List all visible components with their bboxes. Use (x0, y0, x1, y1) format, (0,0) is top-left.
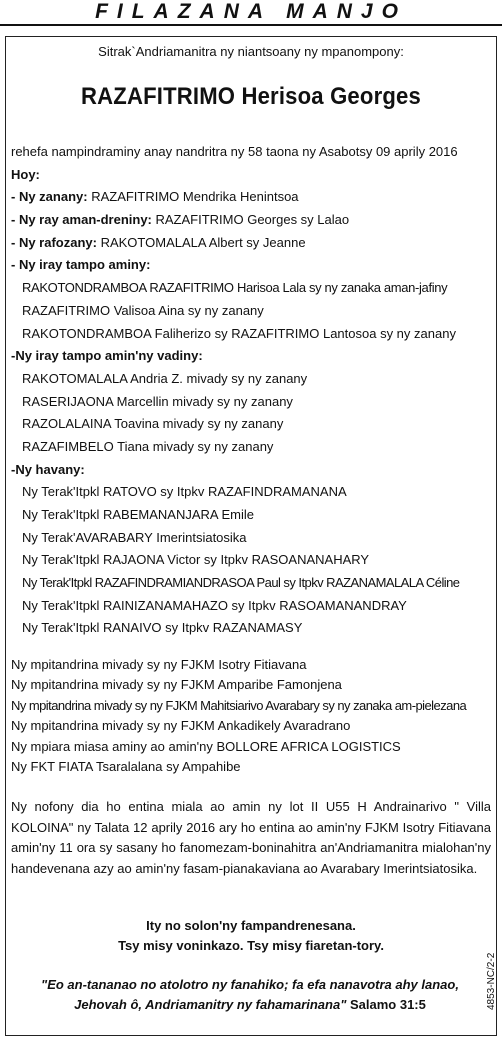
list-item: RAZAFIMBELO Tiana mivady sy ny zanany (22, 438, 274, 454)
zanany-line: - Ny zanany: RAZAFITRIMO Mendrika Henintsoa (11, 189, 299, 205)
list-item: RAKOTONDRAMBOA RAZAFITRIMO Harisoa Lala sy ny zanaka aman-jafiny (22, 280, 448, 296)
list-item: Ny Terak'Itpkl RABEMANANJARA Emile (22, 507, 254, 522)
announcement-paragraph: Ny nofony dia ho entina miala ao amin ny lot II U55 H Andrainarivo " Villa KOLOINA" ny Talata 12 aprily 2016 ary ho entina ao amin'ny FJKM Isotry Fitiavana amin'ny 11 ora sy sasany ho fanomezam-boninahitra an'Andriamanitra mialohan'ny handevenana azy ao amin'ny fasam-pianakaviana ao Avarabary Imerintsiatosika. (11, 799, 491, 876)
list-item: Ny mpitandrina mivady sy ny FJKM Ankadikely Avaradrano (11, 718, 351, 734)
list-item: Ny FKT FIATA Tsaralalana sy Ampahibe (11, 758, 241, 774)
list-item: RAZAFITRIMO Valisoa Aina sy ny zanany (22, 302, 264, 318)
intro-text: Sitrak`Andriamanitra ny niantsoany ny mpanompony: (98, 44, 404, 59)
bible-quote (20, 975, 480, 1015)
list-item: RAKOTONDRAMBOA Faliherizo sy RAZAFITRIMO Lantosoa sy ny zanany (22, 325, 456, 341)
list-item: Ny Terak'Itpkl RAINIZANAMAHAZO sy Itpkv RASOAMANANDRAY (22, 597, 407, 613)
list-item: Ny mpitandrina mivady sy ny FJKM Amparibe Famonjena (11, 677, 342, 693)
family-list (11, 141, 497, 640)
closing-line-1: Ity no solon'ny fampandrenesana. (146, 918, 356, 933)
header-bar (0, 0, 502, 26)
ray-line: - Ny ray aman-dreniny: RAZAFITRIMO Georges sy Lalao (11, 212, 350, 228)
reference-code: 4853-NC/2-2 (486, 952, 497, 1010)
list-item: Ny Terak'Itpkl RAJAONA Victor sy Itpkv RASOANANAHARY (22, 552, 370, 568)
iray-tampo-heading: - Ny iray tampo aminy: (11, 257, 151, 273)
hoy-label: Hoy: (11, 166, 40, 182)
list-item: RAZOLALAINA Toavina mivady sy ny zanany (22, 416, 284, 432)
havany-heading: -Ny havany: (11, 461, 85, 477)
list-item: Ny Terak'Itpkl RATOVO sy Itpkv RAZAFINDRAMANANA (22, 484, 347, 500)
death-line: rehefa nampindraminy anay nandritra ny 58 taona ny Asabotsy 09 aprily 2016 (11, 144, 458, 159)
list-item: RASERIJAONA Marcellin mivady sy ny zanany (22, 393, 293, 409)
list-item: Ny Terak'AVARABARY Imerintsiatosika (22, 529, 247, 545)
deceased-name: RAZAFITRIMO Herisoa Georges (81, 83, 421, 110)
quote-reference: Salamo 31:5 (346, 997, 426, 1012)
list-item: Ny Terak'Itpkl RANAIVO sy Itpkv RAZANAMASY (22, 620, 303, 636)
list-item: Ny mpitandrina mivady sy ny FJKM Isotry Fitiavana (11, 657, 307, 672)
quote-line-2: Jehovah ô, Andriamanitry ny fahamarinana" (74, 997, 347, 1012)
rafozany-line: - Ny rafozany: RAKOTOMALALA Albert sy Jeanne (11, 234, 306, 250)
page-title: FILAZANA MANJO (95, 0, 407, 23)
closing-line-2: Tsy misy voninkazo. Tsy misy fiaretan-tory. (118, 938, 384, 953)
list-item: Ny Terak'Itpkl RAZAFINDRAMIANDRASOA Paul sy Itpkv RAZANAMALALA Céline (22, 575, 460, 591)
quote-line-1: "Eo an-tananao no atolotro ny fanahiko; fa efa nanavotra ahy lanao, (41, 977, 459, 992)
organizations-list (11, 655, 497, 777)
list-item: Ny mpitandrina mivady sy ny FJKM Mahitsiarivo Avarabary sy ny zanaka am-pielezana (11, 697, 467, 713)
list-item: Ny mpiara miasa aminy ao amin'ny BOLLORE AFRICA LOGISTICS (11, 738, 401, 754)
list-item: RAKOTOMALALA Andria Z. mivady sy ny zanany (22, 370, 308, 386)
vadiny-heading: -Ny iray tampo amin'ny vadiny: (11, 348, 203, 364)
